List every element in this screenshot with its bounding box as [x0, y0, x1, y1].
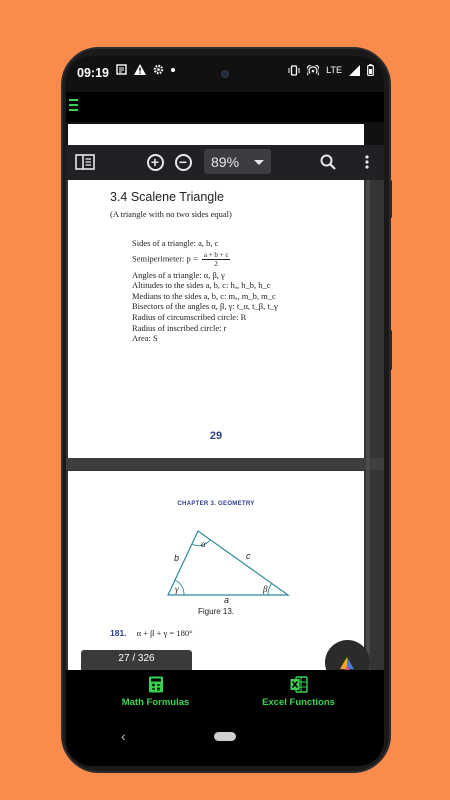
page-indicator[interactable] — [81, 650, 192, 670]
list-item — [132, 251, 278, 268]
nav-excel-functions[interactable] — [251, 676, 346, 708]
figure-caption: Figure 13. — [197, 607, 235, 616]
battery-icon — [367, 64, 374, 76]
app-header — [66, 92, 384, 122]
settings-gear-icon — [153, 64, 164, 75]
pdf-page-29 — [68, 180, 364, 458]
menu-hamburger-icon[interactable] — [69, 96, 78, 114]
fraction-numerator: a + b + c — [203, 250, 229, 259]
hotspot-icon — [307, 65, 319, 76]
definitions-list — [132, 238, 278, 344]
semiperimeter-label: Semiperimeter: p = — [132, 253, 198, 264]
page-number: 29 — [209, 430, 223, 442]
nav-math-label: Math Formulas — [121, 697, 190, 708]
label-beta: β — [263, 584, 268, 594]
chevron-down-icon — [254, 160, 264, 165]
news-icon — [116, 64, 127, 75]
search-icon — [320, 154, 336, 170]
calculator-icon — [148, 676, 164, 693]
angle-beta-arc — [268, 583, 272, 595]
outline-toggle-button[interactable] — [74, 151, 96, 173]
fraction-denominator: 2 — [214, 259, 218, 268]
semiperimeter-fraction — [202, 251, 231, 268]
bottom-navigation — [66, 670, 384, 716]
plus-icon: + — [147, 154, 164, 171]
overflow-menu-button[interactable] — [356, 151, 378, 173]
page-separator — [66, 458, 384, 470]
signal-icon — [349, 65, 360, 76]
zoom-select[interactable] — [204, 149, 271, 174]
phone-screen — [66, 56, 384, 766]
label-gamma: γ — [175, 584, 179, 594]
nav-math-formulas[interactable] — [108, 676, 203, 708]
previous-page-fragment — [68, 124, 364, 145]
system-navigation-bar — [66, 716, 384, 766]
nav-excel-label: Excel Functions — [262, 697, 335, 708]
label-b: b — [174, 553, 180, 563]
list-item: Radius of circumscribed circle: R — [132, 311, 247, 322]
scrollbar[interactable] — [366, 180, 370, 670]
page-subtitle: (A triangle with no two sides equal) — [110, 209, 232, 219]
zoom-in-button[interactable] — [144, 151, 166, 173]
pdf-toolbar — [66, 145, 384, 180]
search-button[interactable] — [317, 151, 339, 173]
status-bar — [66, 56, 384, 92]
more-vertical-icon — [365, 155, 369, 169]
zoom-out-button[interactable] — [172, 151, 194, 173]
back-chevron-icon[interactable]: ‹ — [121, 728, 126, 744]
formula-text: α + β + γ = 180° — [136, 628, 193, 638]
label-a: a — [224, 595, 230, 603]
list-item: Radius of inscribed circle: r — [132, 322, 227, 333]
triangle-figure — [158, 521, 298, 603]
zoom-value: 89% — [211, 153, 240, 170]
formula-line — [110, 628, 193, 638]
list-item: Area: S — [132, 333, 158, 344]
notification-dot-icon — [171, 68, 175, 72]
vibrate-icon — [288, 65, 300, 76]
pager-text: 27 / 326 — [118, 653, 155, 664]
list-item: Angles of a triangle: α, β, γ — [132, 269, 225, 280]
power-button — [389, 330, 392, 370]
sidebar-panel-icon — [75, 154, 95, 170]
status-time: 09:19 — [77, 66, 109, 80]
front-camera — [221, 70, 229, 78]
list-item: Bisectors of the angles α, β, γ: t_α, t_β, t_γ — [132, 301, 278, 312]
network-type-label: LTE — [326, 64, 342, 75]
list-item: Medians to the sides a, b, c: mₐ, m_b, m_c — [132, 290, 276, 301]
home-pill-button[interactable] — [214, 732, 236, 741]
minus-icon: − — [175, 154, 192, 171]
volume-button — [389, 180, 392, 218]
warning-icon — [134, 64, 146, 75]
label-alpha: α — [201, 539, 206, 549]
label-c: c — [246, 551, 251, 561]
page-title: 3.4 Scalene Triangle — [110, 190, 224, 204]
list-item: Altitudes to the sides a, b, c: hₐ, h_b, h_c — [132, 280, 271, 291]
list-item: Sides of a triangle: a, b, c — [132, 238, 219, 248]
excel-icon — [290, 676, 308, 693]
pdf-viewer[interactable] — [66, 180, 384, 670]
pdf-page-30 — [68, 471, 364, 676]
formula-number: 181. — [110, 628, 127, 638]
chapter-header: CHAPTER 3. GEOMETRY — [177, 501, 255, 507]
